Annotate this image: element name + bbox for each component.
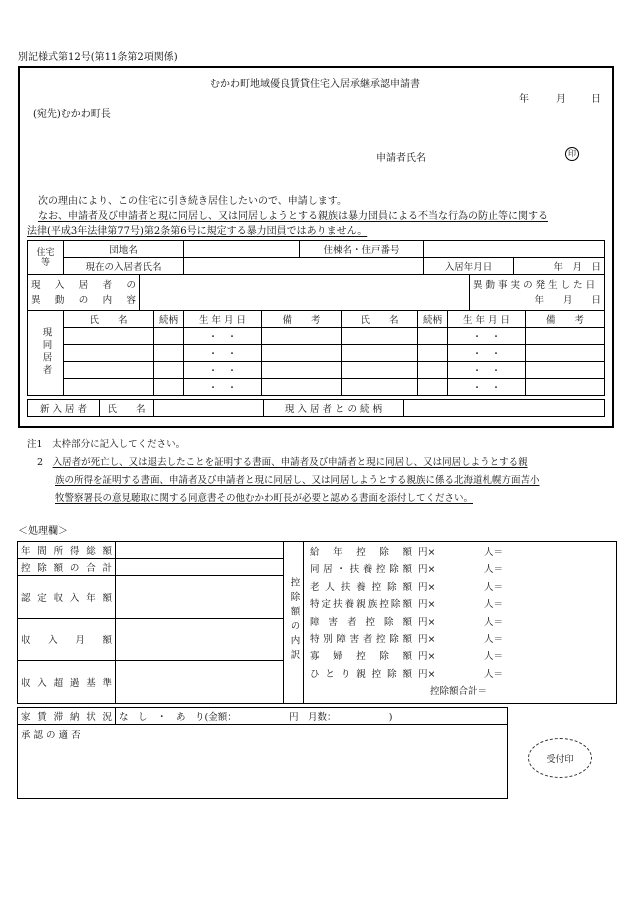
name-cell[interactable] (342, 379, 418, 396)
relation-cell[interactable] (418, 362, 448, 379)
date-month: 月 (556, 94, 566, 105)
rent-arrears-field[interactable]: な し ・ あ り(金額： 円 月数： ) (116, 708, 508, 725)
relation-cell[interactable] (154, 379, 184, 396)
remarks-cell[interactable] (526, 379, 605, 396)
header-remarks: 備 考 (262, 311, 342, 328)
table-row (28, 362, 605, 379)
housing-side-label: 住宅等 (28, 241, 64, 275)
remarks-cell[interactable] (262, 328, 342, 345)
remarks-cell[interactable] (262, 379, 342, 396)
applicant-label: 申請者氏名 (376, 153, 426, 164)
change-table (27, 274, 605, 311)
notes (27, 436, 185, 454)
dob-cell[interactable]: ・ ・ (448, 379, 526, 396)
monthly-income-field[interactable] (116, 618, 284, 660)
move-in-date[interactable]: 年 月 日 (514, 258, 605, 275)
deduction-sum-field[interactable] (116, 559, 284, 576)
name-cell[interactable] (342, 362, 418, 379)
header-name: 氏 名 (64, 311, 154, 328)
deduction-breakdown-label: 控除額の内訳 (284, 542, 304, 704)
dob-cell[interactable]: ・ ・ (184, 328, 262, 345)
table-row (28, 328, 605, 345)
body-text-2: なお、申請者及び申請者と現に同居し、又は同居しようとする親族は暴力団員による不当な行為の防止等に関する (38, 211, 548, 222)
dob-cell[interactable]: ・ ・ (184, 379, 262, 396)
processing-heading: ＜処理欄＞ (18, 526, 68, 537)
relation-cell[interactable] (154, 328, 184, 345)
name-cell[interactable] (64, 328, 154, 345)
dob-cell[interactable]: ・ ・ (448, 345, 526, 362)
table-row (28, 345, 605, 362)
date-year: 年 (519, 94, 529, 105)
dob-cell[interactable]: ・ ・ (448, 362, 526, 379)
rent-table (17, 707, 508, 799)
remarks-cell[interactable] (526, 328, 605, 345)
new-occupant-name-label: 氏 名 (100, 400, 154, 417)
current-name-field[interactable] (184, 258, 424, 275)
certified-income-field[interactable] (116, 576, 284, 618)
relation-field[interactable] (404, 400, 605, 417)
certified-income-label: 認定収入年額 (18, 576, 116, 618)
body-text-1: 次の理由により、この住宅に引き続き居住したいので、申請します。 (38, 196, 347, 207)
relation-cell[interactable] (418, 345, 448, 362)
table-row (28, 379, 605, 396)
change-date[interactable]: 異 動 事 実 の 発 生 し た 日 年 月 日 (470, 275, 605, 311)
addressee: (宛先)むかわ町長 (33, 109, 111, 120)
annual-income-label: 年間所得総額 (18, 542, 116, 559)
remarks-cell[interactable] (526, 345, 605, 362)
change-label: 現 入 居 者 の 異 動 の 内 容 (28, 275, 140, 311)
name-cell[interactable] (64, 379, 154, 396)
building-field[interactable] (424, 241, 605, 258)
cohabit-table (27, 310, 605, 396)
new-occupant-name-field[interactable] (154, 400, 264, 417)
date-day: 日 (591, 94, 601, 105)
note2: 2 入居者が死亡し、又は退去したことを証明する書面、申請者及び申請者と現に同居し、又は同居しようとする親 族の所得を証明する書面、申請者及び申請者と現に同居し、又は同居しようとする親族に係る北海道札幌方面苫小 牧警察署長の意見聴取に関する同意書その他むかわ町長が必要と認める書面を添付してください。 (37, 457, 540, 504)
relation-label: 現 入 居 者 と の 続 柄 (264, 400, 404, 417)
note1-text: 太枠部分に記入してください。 (52, 439, 186, 450)
header-relation: 続柄 (154, 311, 184, 328)
approval-label: 承 認 の 適 否 (21, 730, 81, 741)
name-cell[interactable] (64, 345, 154, 362)
move-in-label: 入居年月日 (424, 258, 514, 275)
annual-income-field[interactable] (116, 542, 284, 559)
form-label: 別記様式第12号(第11条第2項関係) (18, 52, 178, 63)
note2-line-3: 牧警察署長の意見聴取に関する同意書その他むかわ町長が必要と認める書面を添付してください。 (55, 493, 474, 504)
excess-income-label: 収入超過基準 (18, 661, 116, 703)
cohabit-side-label: 現同居者 (28, 311, 64, 396)
deduction-list: 給 年 控 除 額 円× 人＝ 同居・扶養控除額 円× 人＝ 老人扶養控除額 円× 人＝ 特定扶養親族控除額 円× 人＝ 障 害 者 控 除 額 円× 人＝ 特別障害者控除額 円× 人＝ 寡 婦 控 除 額 円× 人＝ ひとり親控除額 円× 人＝ 控除額合計＝ (304, 542, 617, 704)
page-title: むかわ町地域優良賃貸住宅入居承継承認申請書 (210, 79, 420, 90)
complex-field[interactable] (184, 241, 300, 258)
reception-stamp: 受付印 (528, 738, 592, 778)
remarks-cell[interactable] (526, 362, 605, 379)
housing-table (27, 240, 605, 275)
processing-table (17, 541, 617, 704)
approval-cell[interactable] (18, 725, 508, 799)
note2-line-2: 族の所得を証明する書面、申請者及び申請者と現に同居し、又は同居しようとする親族に係る北海道札幌方面苫小 (55, 475, 540, 486)
relation-cell[interactable] (418, 379, 448, 396)
header-relation: 続柄 (418, 311, 448, 328)
building-label: 住棟名・住戸番号 (300, 241, 424, 258)
new-occupant-table (27, 399, 605, 417)
note1-num: 注1 (27, 439, 43, 450)
deduction-sum-label: 控除額の合計 (18, 559, 116, 576)
change-field[interactable] (140, 275, 470, 311)
complex-label: 団地名 (64, 241, 184, 258)
body-text-3: 法律(平成3年法律第77号)第2条第6号に規定する暴力団員ではありません。 (27, 226, 368, 237)
dob-cell[interactable]: ・ ・ (184, 345, 262, 362)
monthly-income-label: 収 入 月 額 (18, 618, 116, 660)
relation-cell[interactable] (154, 345, 184, 362)
header-dob: 生 年 月 日 (184, 311, 262, 328)
deduction-total: 控除額合計＝ (430, 686, 488, 698)
dob-cell[interactable]: ・ ・ (448, 328, 526, 345)
remarks-cell[interactable] (262, 362, 342, 379)
header-dob: 生 年 月 日 (448, 311, 526, 328)
header-name: 氏 名 (342, 311, 418, 328)
name-cell[interactable] (342, 345, 418, 362)
relation-cell[interactable] (154, 362, 184, 379)
current-name-label: 現在の入居者氏名 (64, 258, 184, 275)
rent-arrears-label: 家賃滞納状況 (18, 708, 116, 725)
new-occupant-label: 新 入 居 者 (28, 400, 100, 417)
name-cell[interactable] (64, 362, 154, 379)
dob-cell[interactable]: ・ ・ (184, 362, 262, 379)
seal-mark: 印 (565, 147, 579, 161)
header-remarks: 備 考 (526, 311, 605, 328)
name-cell[interactable] (342, 328, 418, 345)
excess-income-field[interactable] (116, 661, 284, 703)
note2-line-1: 入居者が死亡し、又は退去したことを証明する書面、申請者及び申請者と現に同居し、又は同居しようとする親 (52, 457, 528, 468)
remarks-cell[interactable] (262, 345, 342, 362)
relation-cell[interactable] (418, 328, 448, 345)
